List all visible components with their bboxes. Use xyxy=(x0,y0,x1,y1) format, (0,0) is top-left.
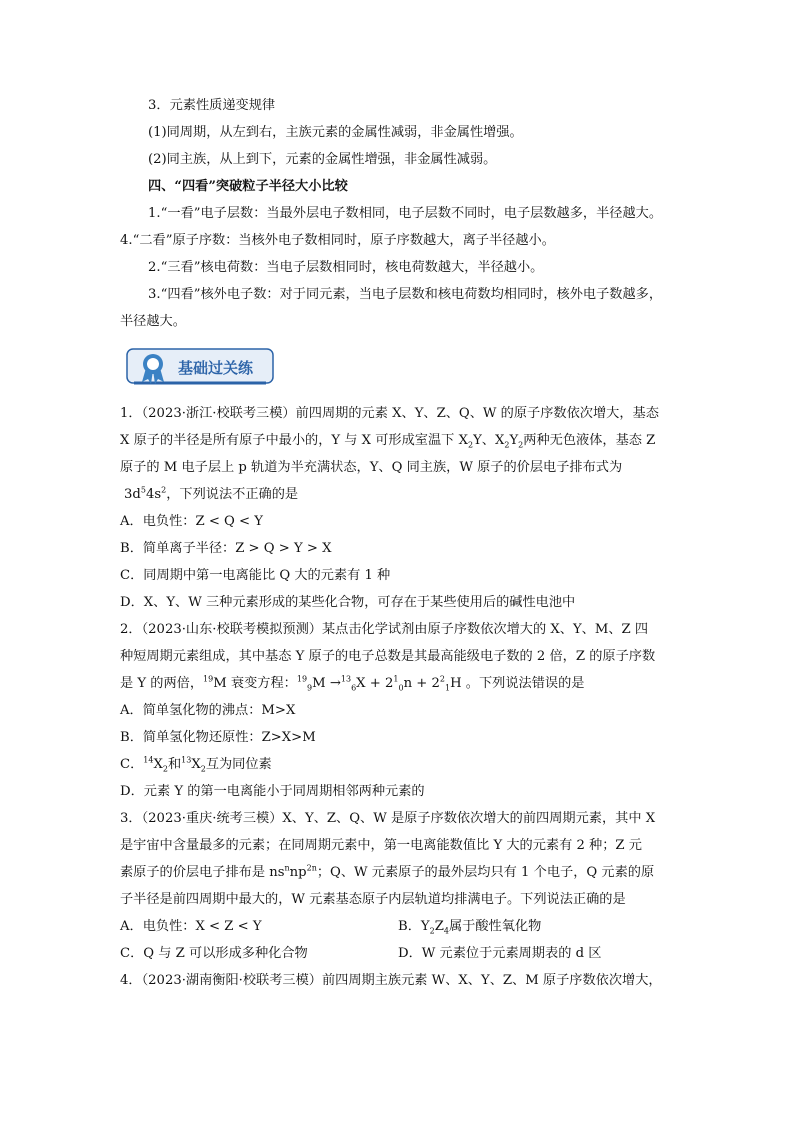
section-title: 四、“四看”突破粒子半径大小比较 xyxy=(148,179,348,194)
q3-option-d[interactable]: D．W 元素位于元素周期表的 d 区 xyxy=(398,946,602,961)
q3-line-3: 素原子的价层电子排布是 $ns^nnp^{2n}$；Q、W 元素原子的最外层均只有 1 个电子，Q 元素的原 xyxy=(120,863,655,880)
law-item-2: (2)同主族，从上到下，元素的金属性增强，非金属性减弱。 xyxy=(148,152,497,167)
q4-line-1: 4．（2023·湖南衡阳·校联考三模）前四周期主族元素 W、X、Y、Z、M 原子序数依次增大， xyxy=(120,973,662,988)
q2-line-3: 是 Y 的两倍，$^{19}$M 衰变方程：$^{19}_9M \to^{13}_6X + 2^1_0n + 2^2_1H$ 。下列说法错误的是 xyxy=(120,674,585,693)
look-item-4: 4.“二看”原子序数：当核外电子数相同时，原子序数越大，离子半径越小。 xyxy=(120,233,555,248)
q3-option-c[interactable]: C．Q 与 Z 可以形成多种化合物 xyxy=(120,946,308,961)
q2-option-d[interactable]: D．元素 Y 的第一电离能小于同周期相邻两种元素的 xyxy=(120,784,425,799)
q3-line-1: 3．（2023·重庆·统考三模）X、Y、Z、Q、W 是原子序数依次增大的前四周期元素，其中 X xyxy=(120,811,656,826)
q2-line-1: 2．（2023·山东·校联考模拟预测）某点击化学试剂由原子序数依次增大的 X、Y、M、Z 四 xyxy=(120,622,649,637)
q1-option-a[interactable]: A．电负性：Z < Q < Y xyxy=(120,514,264,529)
q3-line-2: 是宇宙中含量最多的元素；在同周期元素中，第一电离能数值比 Y 大的元素有 2 种；Z 元 xyxy=(120,838,642,853)
q1-option-b[interactable]: B．简单离子半径：Z > Q > Y > X xyxy=(120,541,332,556)
look-item-2: 2.“三看”核电荷数：当电子层数相同时，核电荷数越大，半径越小。 xyxy=(148,260,544,275)
q3-option-a[interactable]: A．电负性：X < Z < Y xyxy=(120,919,262,934)
look-item-3: 3.“四看”核外电子数：对于同元素，当电子层数和核电荷数均相同时，核外电子数越多， xyxy=(148,287,662,302)
law-item-1: (1)同周期，从左到右，主族元素的金属性减弱，非金属性增强。 xyxy=(148,125,523,140)
q1-option-c[interactable]: C．同周期中第一电离能比 Q 大的元素有 1 种 xyxy=(120,568,391,583)
q2-option-a[interactable]: A．简单氢化物的沸点：M>X xyxy=(120,703,296,718)
q1-line-3: 原子的 M 电子层上 p 轨道为半充满状态，Y、Q 同主族，W 原子的价层电子排布式为 xyxy=(120,460,623,475)
q2-option-b[interactable]: B．简单氢化物还原性：Z>X>M xyxy=(120,730,316,745)
q1-option-d[interactable]: D．X、Y、W 三种元素形成的某些化合物，可存在于某些使用后的碱性电池中 xyxy=(120,595,576,610)
look-item-1: 1.“一看”电子层数：当最外层电子数相同，电子层数不同时，电子层数越多，半径越大。 xyxy=(148,206,662,221)
law-title: 3．元素性质递变规律 xyxy=(148,98,276,113)
q3-option-b[interactable]: B．$Y_2Z_4$属于酸性氧化物 xyxy=(398,919,542,936)
medal-icon xyxy=(136,350,170,384)
q3-line-4: 子半径是前四周期中最大的，W 元素基态原子内层轨道均排满电子。下列说法正确的是 xyxy=(120,892,626,907)
q1-line-4: $3d^54s^2$，下列说法不正确的是 xyxy=(124,485,299,502)
badge-label: 基础过关练 xyxy=(178,359,254,377)
q1-line-1: 1．（2023·浙江·校联考三模）前四周期的元素 X、Y、Z、Q、W 的原子序数依次增大，基态 xyxy=(120,406,659,421)
section-badge xyxy=(126,345,276,387)
q2-option-c[interactable]: C．$^{14}X_2$和$^{13}X_2$互为同位素 xyxy=(120,755,272,774)
look-item-3-cont: 半径越大。 xyxy=(120,314,186,329)
q2-line-2: 种短周期元素组成，其中基态 Y 原子的电子总数是其最高能级电子数的 2 倍，Z 的原子序数 xyxy=(120,649,656,664)
q1-line-2: X 原子的半径是所有原子中最小的，Y 与 X 可形成室温下 $X_2Y$、$X_2Y_2$两种无色液体，基态 Z xyxy=(120,433,656,450)
